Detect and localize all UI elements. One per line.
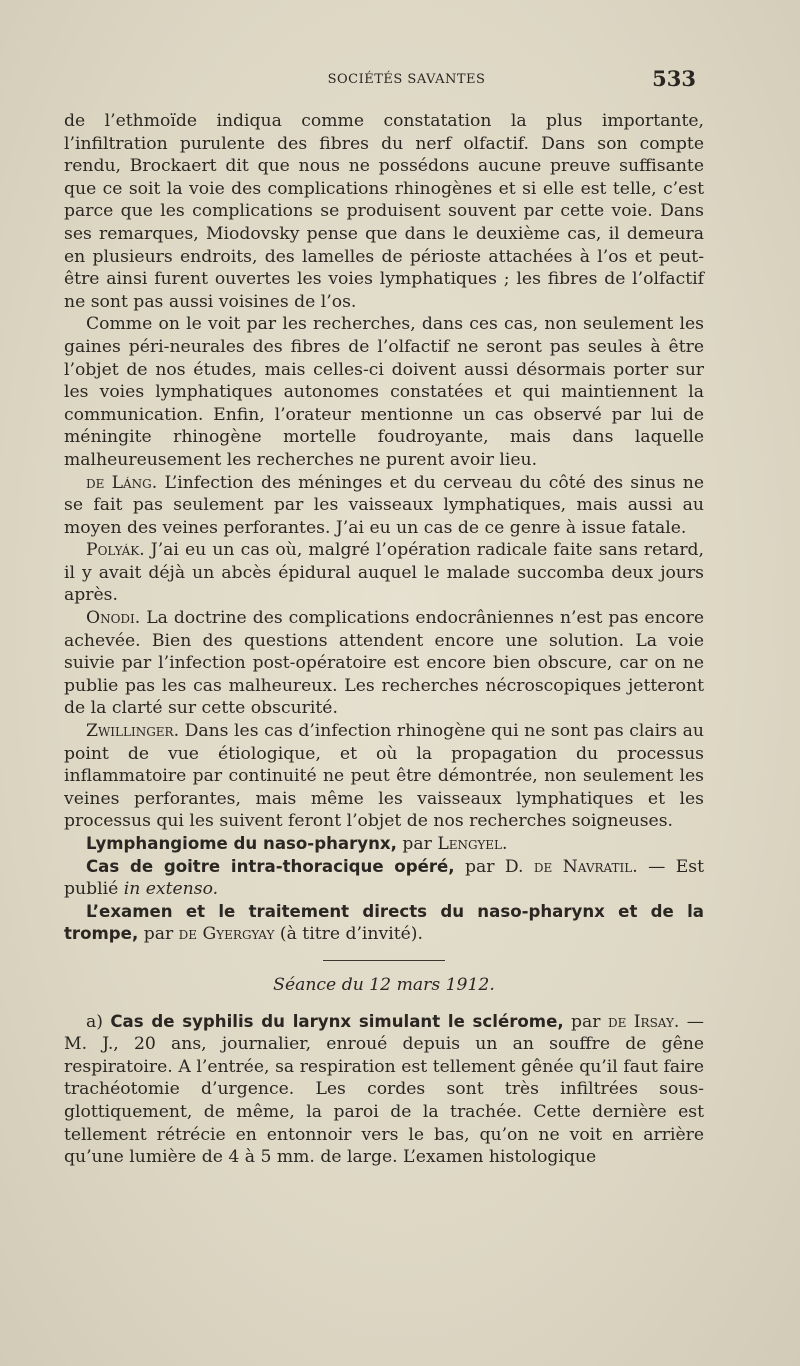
text-syphilis: — M. J., 20 ans, journalier, enroué depuis un an souffre de gêne respiratoire. A l’entrée, sa respiration est tellement gênée qu’il faut faire trachéotomie d’urgence. Les cordes sont très infiltrées sous-glottiquement, de même, la paroi de la trachée. Cette dernière est tellement rétrécie en entonnoir vers le bas, qu’on ne voit en arrière qu’une lumière de 4 à 5 mm. de large. L’examen histologique: [64, 1011, 704, 1168]
speech-polyak: J’ai eu un cas où, malgré l’opération radicale faite sans retard, il y avait déjà un abcès épidural auquel le malade succomba deux jours après.: [64, 540, 704, 606]
tail-examen: (à titre d’invité).: [274, 924, 423, 945]
by-lymphangiome: par: [396, 834, 438, 854]
paragraph-ethmoid: de l’ethmoïde indiqua comme constatation la plus importante, l’infiltration purulente des fibres du nerf olfactif. Dans son compte rendu, Brockaert dit que nous ne possédons aucune preuve suffisante que ce soit la voie des complications rhinogènes et si elle est telle, c’est parce que les complications se produisent souvent par cette voie. Dans ses remarques, Miodovsky pense que dans le deuxième cas, il demeura en plusieurs endroits, des lamelles de périoste attachées à l’os et peut-être ainsi furent ouvertes les voies lymphatiques ; les fibres de l’olfactif ne sont pas aussi voisines de l’os.: [64, 111, 704, 312]
title-syphilis: Cas de syphilis du larynx simulant le sclérome,: [110, 1011, 564, 1031]
author-gyergyay: de Gyergyay: [178, 924, 275, 945]
speaker-polyak: Polyák.: [86, 540, 145, 561]
page-header: [64, 62, 704, 96]
tail-goitre: — Est publié: [64, 856, 704, 900]
paragraph-syphilis: [64, 1011, 704, 1169]
in-extenso: in extenso.: [123, 879, 219, 900]
paragraph-examen: [64, 901, 704, 946]
item-prefix: a): [86, 1011, 111, 1032]
speaker-onodi: Onodi.: [86, 608, 141, 629]
by-goitre: par D.: [454, 856, 534, 877]
speech-onodi: La doctrine des complications endocrâniennes n’est pas encore achevée. Bien des questions attendent encore une solution. La voie suivie par l’infection post-opératoire est encore bien obscure, car on ne publie pas les cas malheureux. Les recherches nécroscopiques jetteront de la clarté sur cette obscurité.: [64, 608, 704, 719]
by-examen: par: [138, 924, 179, 945]
speaker-de-lang: de Láng.: [86, 472, 158, 493]
title-goitre: Cas de goitre intra-thoracique opéré,: [86, 856, 455, 876]
running-head: SOCIÉTÉS SAVANTES: [327, 72, 486, 87]
paragraph-polyak: [64, 539, 704, 607]
paragraph-goitre: [64, 856, 704, 901]
paragraph-recherches: Comme on le voit par les recherches, dans ces cas, non seulement les gaines péri-neurales des fibres de l’olfactif ne seront pas seules à être l’objet de nos études, mais celles-ci doivent aussi désormais porter sur les voies lymphatiques autonomes constatées et qui maintiennent la communication. Enfin, l’orateur mentionne un cas observé par lui de méningite rhinogène mortelle foudroyante, mais dans laquelle malheureusement les recherches ne purent avoir lieu.: [64, 314, 704, 470]
paragraph-zwillinger: [64, 720, 704, 833]
title-lymphangiome: Lymphangiome du naso-pharynx,: [86, 834, 397, 853]
author-navratil: de Navratil.: [533, 856, 638, 877]
by-syphilis: par: [563, 1011, 608, 1032]
page-number: 533: [652, 66, 696, 91]
section-divider: [323, 960, 445, 961]
paragraph-de-lang: [64, 472, 704, 540]
speaker-zwillinger: Zwillinger.: [86, 721, 180, 742]
body-text: [64, 110, 704, 1169]
title-examen: L’examen et le traitement directs du naso-pharynx et de la trompe,: [64, 901, 704, 944]
paragraph-onodi: [64, 607, 704, 720]
seance-heading: Séance du 12 mars 1912.: [273, 974, 495, 995]
speech-de-lang: L’infection des méninges et du cerveau du côté des sinus ne se fait pas seulement par les vaisseaux lymphatiques, mais aussi au moyen des veines perforantes. J’ai eu un cas de ce genre à issue fatale.: [64, 472, 704, 538]
author-lengyel: Lengyel.: [437, 834, 508, 854]
paragraph-lymphangiome: [64, 833, 704, 856]
author-irsay: de Irsay.: [607, 1011, 680, 1032]
speech-zwillinger: Dans les cas d’infection rhinogène qui ne sont pas clairs au point de vue étiologique, et où la propagation du processus inflammatoire par continuité ne peut être démontrée, non seulement les veines perforantes, mais même les vaisseaux lymphatiques et les processus qui les suivent feront l’objet de nos recherches soigneuses.: [64, 721, 704, 832]
